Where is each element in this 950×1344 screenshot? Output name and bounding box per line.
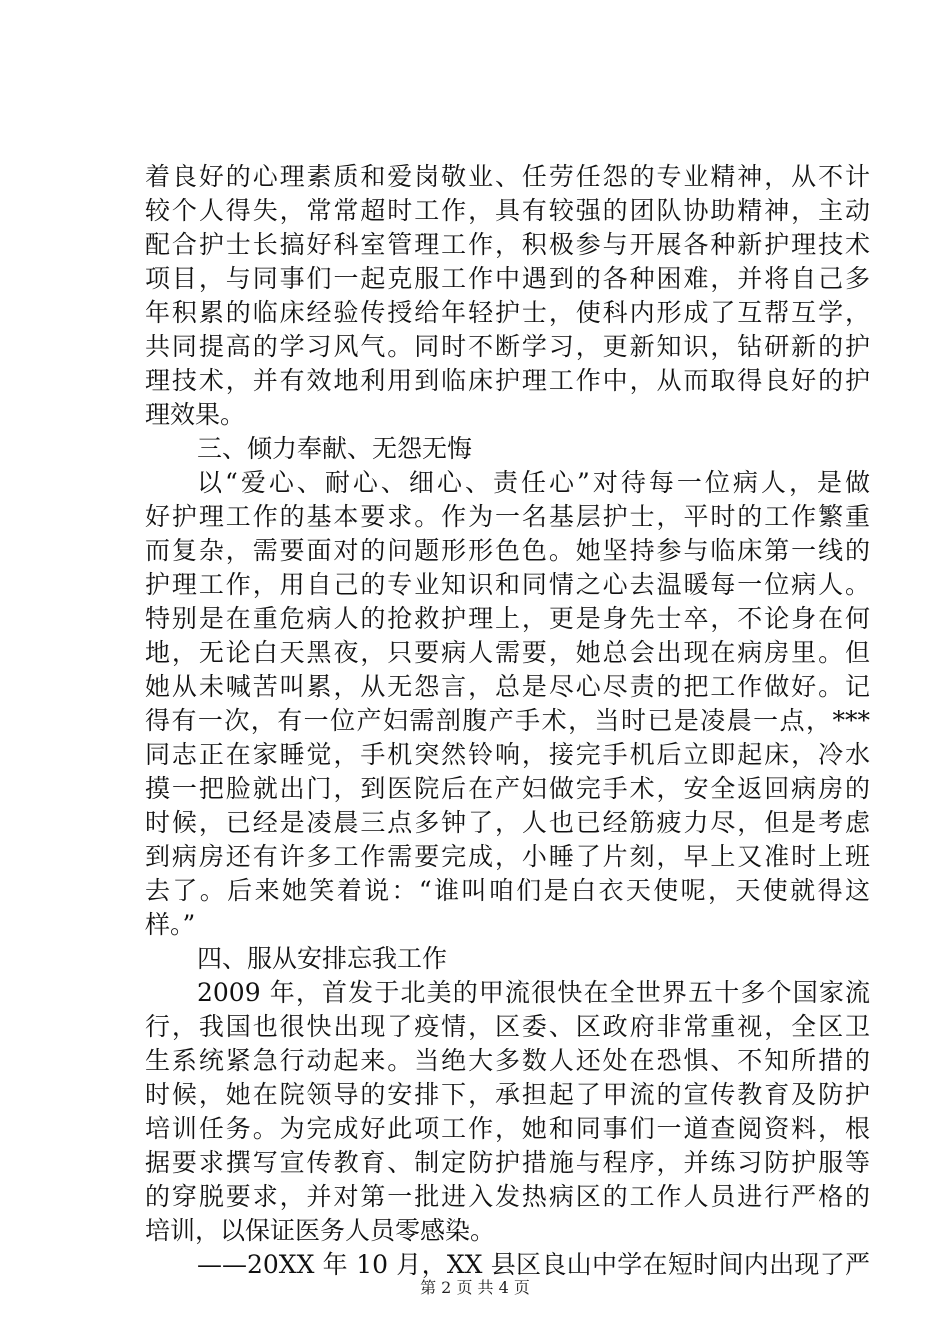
body-line: 时候，她在院领导的安排下，承担起了甲流的宣传教育及防护 <box>145 1080 870 1109</box>
body-line: 培训任务。为完成好此项工作，她和同事们一道查阅资料，根 <box>145 1114 870 1143</box>
body-line: 行，我国也很快出现了疫情，区委、区政府非常重视，全区卫 <box>145 1012 870 1041</box>
body-line: 同志正在家睡觉，手机突然铃响，接完手机后立即起床，冷水 <box>145 740 870 769</box>
body-line: 配合护士长搞好科室管理工作，积极参与开展各种新护理技术 <box>145 230 870 259</box>
body-line: 的穿脱要求，并对第一批进入发热病区的工作人员进行严格的 <box>145 1182 870 1211</box>
body-line: 项目，与同事们一起克服工作中遇到的各种困难，并将自己多 <box>145 264 870 293</box>
body-line: 理效果。 <box>145 400 246 429</box>
body-line: 据要求撰写宣传教育、制定防护措施与程序，并练习防护服等 <box>145 1148 870 1177</box>
body-line: 到病房还有许多工作需要完成，小睡了片刻，早上又准时上班 <box>145 842 870 871</box>
body-line: 着良好的心理素质和爱岗敬业、任劳任怨的专业精神，从不计 <box>145 162 870 191</box>
body-line: 而复杂，需要面对的问题形形色色。她坚持参与临床第一线的 <box>145 536 870 565</box>
body-line: 2009 年，首发于北美的甲流很快在全世界五十多个国家流 <box>197 978 870 1007</box>
body-line: 时候，已经是凌晨三点多钟了，人也已经筋疲力尽，但是考虑 <box>145 808 870 837</box>
section-heading: 四、服从安排忘我工作 <box>197 944 448 973</box>
body-line: 生系统紧急行动起来。当绝大多数人还处在恐惧、不知所措的 <box>145 1046 870 1075</box>
body-line: ——20XX 年 10 月，XX 县区良山中学在短时间内出现了严 <box>197 1250 870 1279</box>
section-heading: 三、倾力奉献、无怨无悔 <box>197 434 473 463</box>
body-line: 年积累的临床经验传授给年轻护士，使科内形成了互帮互学， <box>145 298 870 327</box>
page-number-footer: 第 2 页 共 4 页 <box>420 1278 530 1297</box>
body-line: 去了。后来她笑着说：“谁叫咱们是白衣天使呢，天使就得这 <box>145 876 870 905</box>
body-line: 样。” <box>145 910 196 939</box>
body-line: 得有一次，有一位产妇需剖腹产手术，当时已是凌晨一点，*** <box>145 706 870 735</box>
body-line: 培训，以保证医务人员零感染。 <box>145 1216 496 1245</box>
body-line: 理技术，并有效地利用到临床护理工作中，从而取得良好的护 <box>145 366 870 395</box>
body-line: 好护理工作的基本要求。作为一名基层护士，平时的工作繁重 <box>145 502 870 531</box>
document-body <box>145 160 870 1282</box>
body-line: 护理工作，用自己的专业知识和同情之心去温暖每一位病人。 <box>145 570 870 599</box>
body-line: 地，无论白天黑夜，只要病人需要，她总会出现在病房里。但 <box>145 638 870 667</box>
body-line: 她从未喊苦叫累，从无怨言，总是尽心尽责的把工作做好。记 <box>145 672 870 701</box>
body-line: 摸一把脸就出门，到医院后在产妇做完手术，安全返回病房的 <box>145 774 870 803</box>
body-line: 共同提高的学习风气。同时不断学习，更新知识，钻研新的护 <box>145 332 870 361</box>
body-line: 特别是在重危病人的抢救护理上，更是身先士卒，不论身在何 <box>145 604 870 633</box>
body-line: 以“爱心、耐心、细心、责任心”对待每一位病人，是做 <box>197 468 870 497</box>
body-line: 较个人得失，常常超时工作，具有较强的团队协助精神，主动 <box>145 196 870 225</box>
